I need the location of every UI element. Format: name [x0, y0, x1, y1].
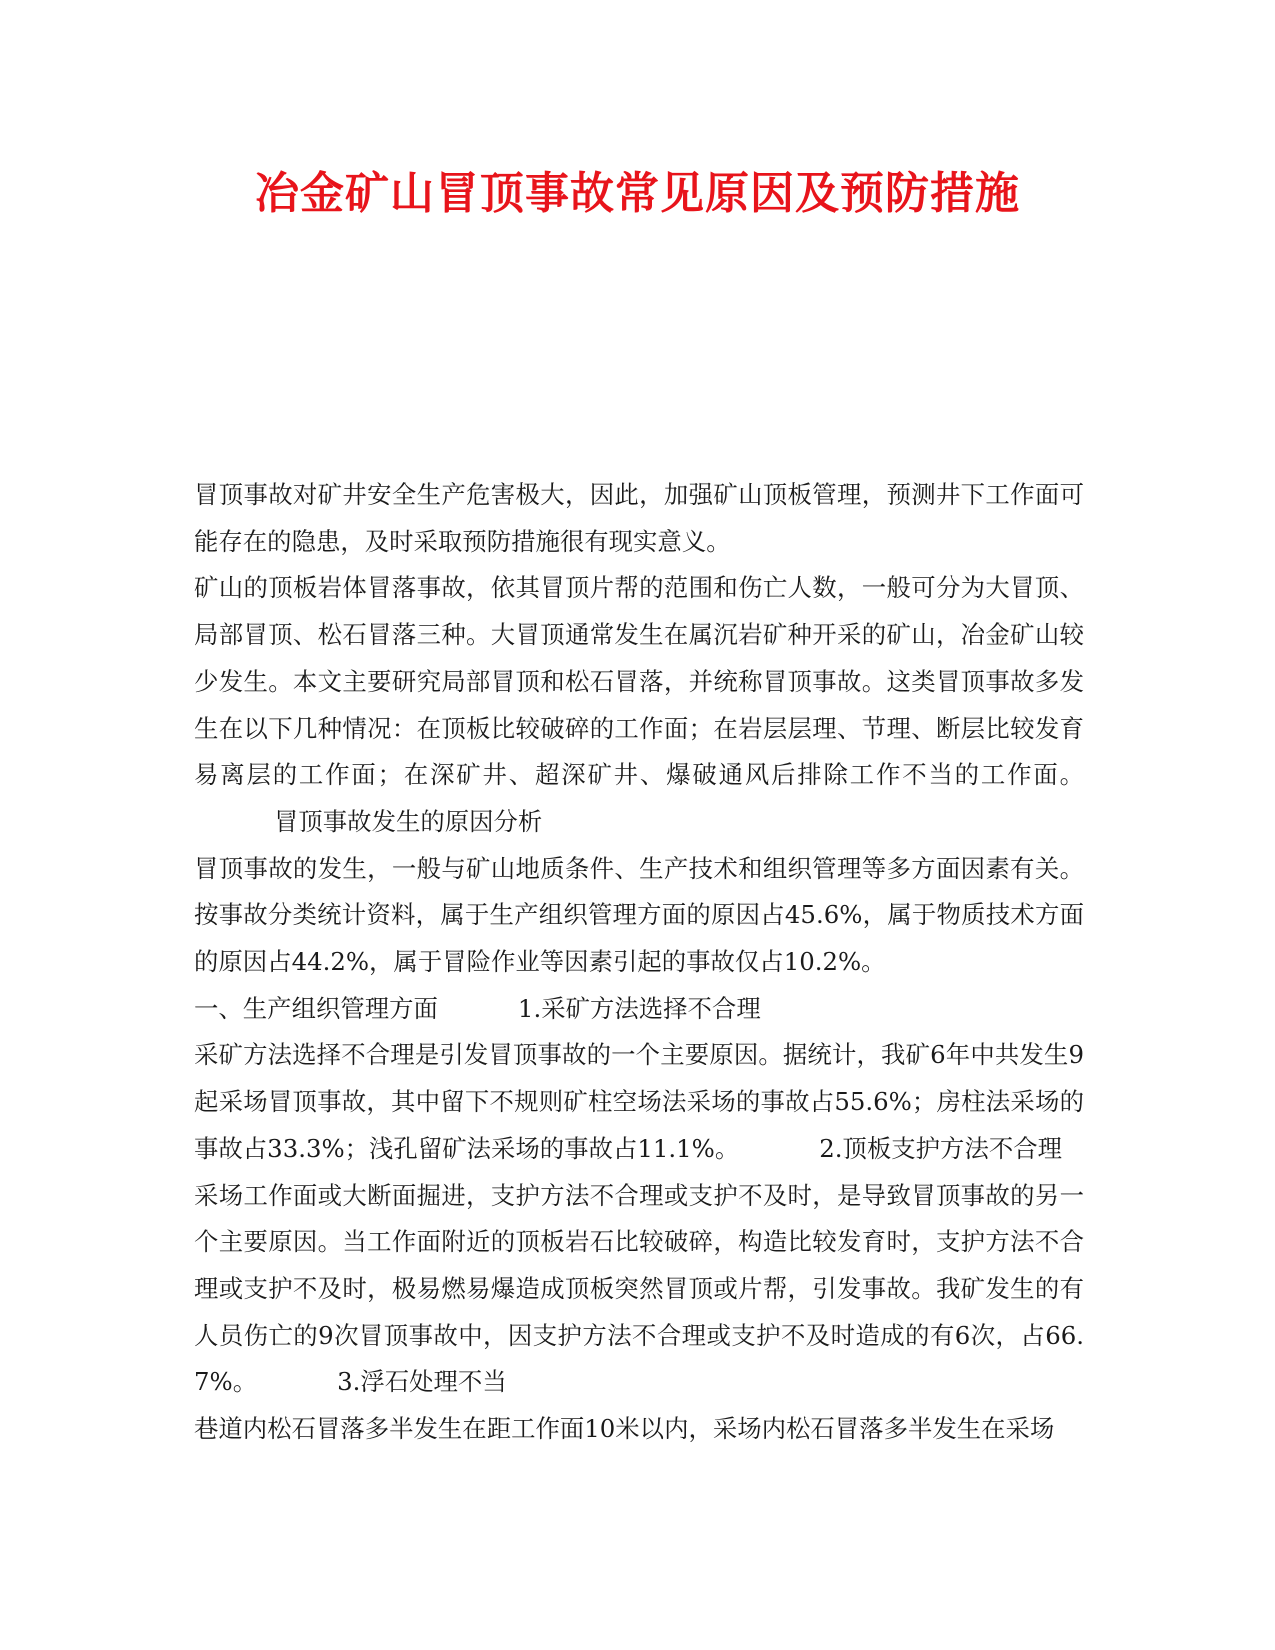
paragraph-support-method: [194, 1173, 1084, 1407]
document-body: [194, 472, 1084, 1453]
paragraph-text: 冒顶事故对矿井安全生产危害极大，因此，加强矿山顶板管理，预测井下工作面可能存在的隐患，及时采取预防措施很有现实意义。: [194, 480, 1084, 556]
paragraph-text: 矿山的顶板岩体冒落事故，依其冒顶片帮的范围和伤亡人数，一般可分为大冒顶、局部冒顶、松石冒落三种。大冒顶通常发生在属沉岩矿种开采的矿山，冶金矿山较少发生。本文主要研究局部冒顶和松石冒落，并统称冒顶事故。这类冒顶事故多发生在以下几种情况：在顶板比较破碎的工作面；在岩层层理、节理、断层比较发育易离层的工作面；在深矿井、超深矿井、爆破通风后排除工作不当的工作面。: [194, 573, 1084, 790]
section-heading-cause-analysis: 冒顶事故发生的原因分析: [274, 806, 543, 836]
paragraph-mining-method: [194, 1032, 1084, 1172]
paragraph-statistics: [194, 846, 1084, 986]
paragraph-text: 巷道内松石冒落多半发生在距工作面10米以内，采场内松石冒落多半发生在采场: [194, 1414, 1055, 1444]
subsection-heading-loose-rock: 3.浮石处理不当: [337, 1367, 507, 1397]
paragraph-text: 采场工作面或大断面掘进，支护方法不合理或支护不及时，是导致冒顶事故的另一个主要原因。当工作面附近的顶板岩石比较破碎，构造比较发育时，支护方法不合理或支护不及时，极易燃易爆造成顶板突然冒顶或片帮，引发事故。我矿发生的有人员伤亡的9次冒顶事故中，因支护方法不合理或支护不及时造成的有6次，占66.7%。: [194, 1180, 1084, 1397]
paragraph-text: 采矿方法选择不合理是引发冒顶事故的一个主要原因。据统计，我矿6年中共发生9起采场冒顶事故，其中留下不规则矿柱空场法采场的事故占55.6%；房柱法采场的事故占33.3%；浅孔留矿法采场的事故占11.1%。: [194, 1040, 1084, 1163]
subsection-heading-mining-method: 1.采矿方法选择不合理: [517, 993, 761, 1023]
document-title: 冶金矿山冒顶事故常见原因及预防措施: [255, 168, 1020, 219]
subsection-heading-support-method: 2.顶板支护方法不合理: [819, 1133, 1063, 1163]
paragraph-intro: [194, 472, 1084, 565]
paragraph-management-section: [194, 986, 1084, 1033]
paragraph-loose-rock: [194, 1406, 1084, 1453]
paragraph-text: 冒顶事故的发生，一般与矿山地质条件、生产技术和组织管理等多方面因素有关。按事故分类统计资料，属于生产组织管理方面的原因占45.6%，属于物质技术方面的原因占44.2%，属于冒险作业等因素引起的事故仅占10.2%。: [194, 853, 1084, 977]
paragraph-classification: [194, 565, 1084, 845]
section-heading-management: 一、生产组织管理方面: [194, 993, 438, 1023]
